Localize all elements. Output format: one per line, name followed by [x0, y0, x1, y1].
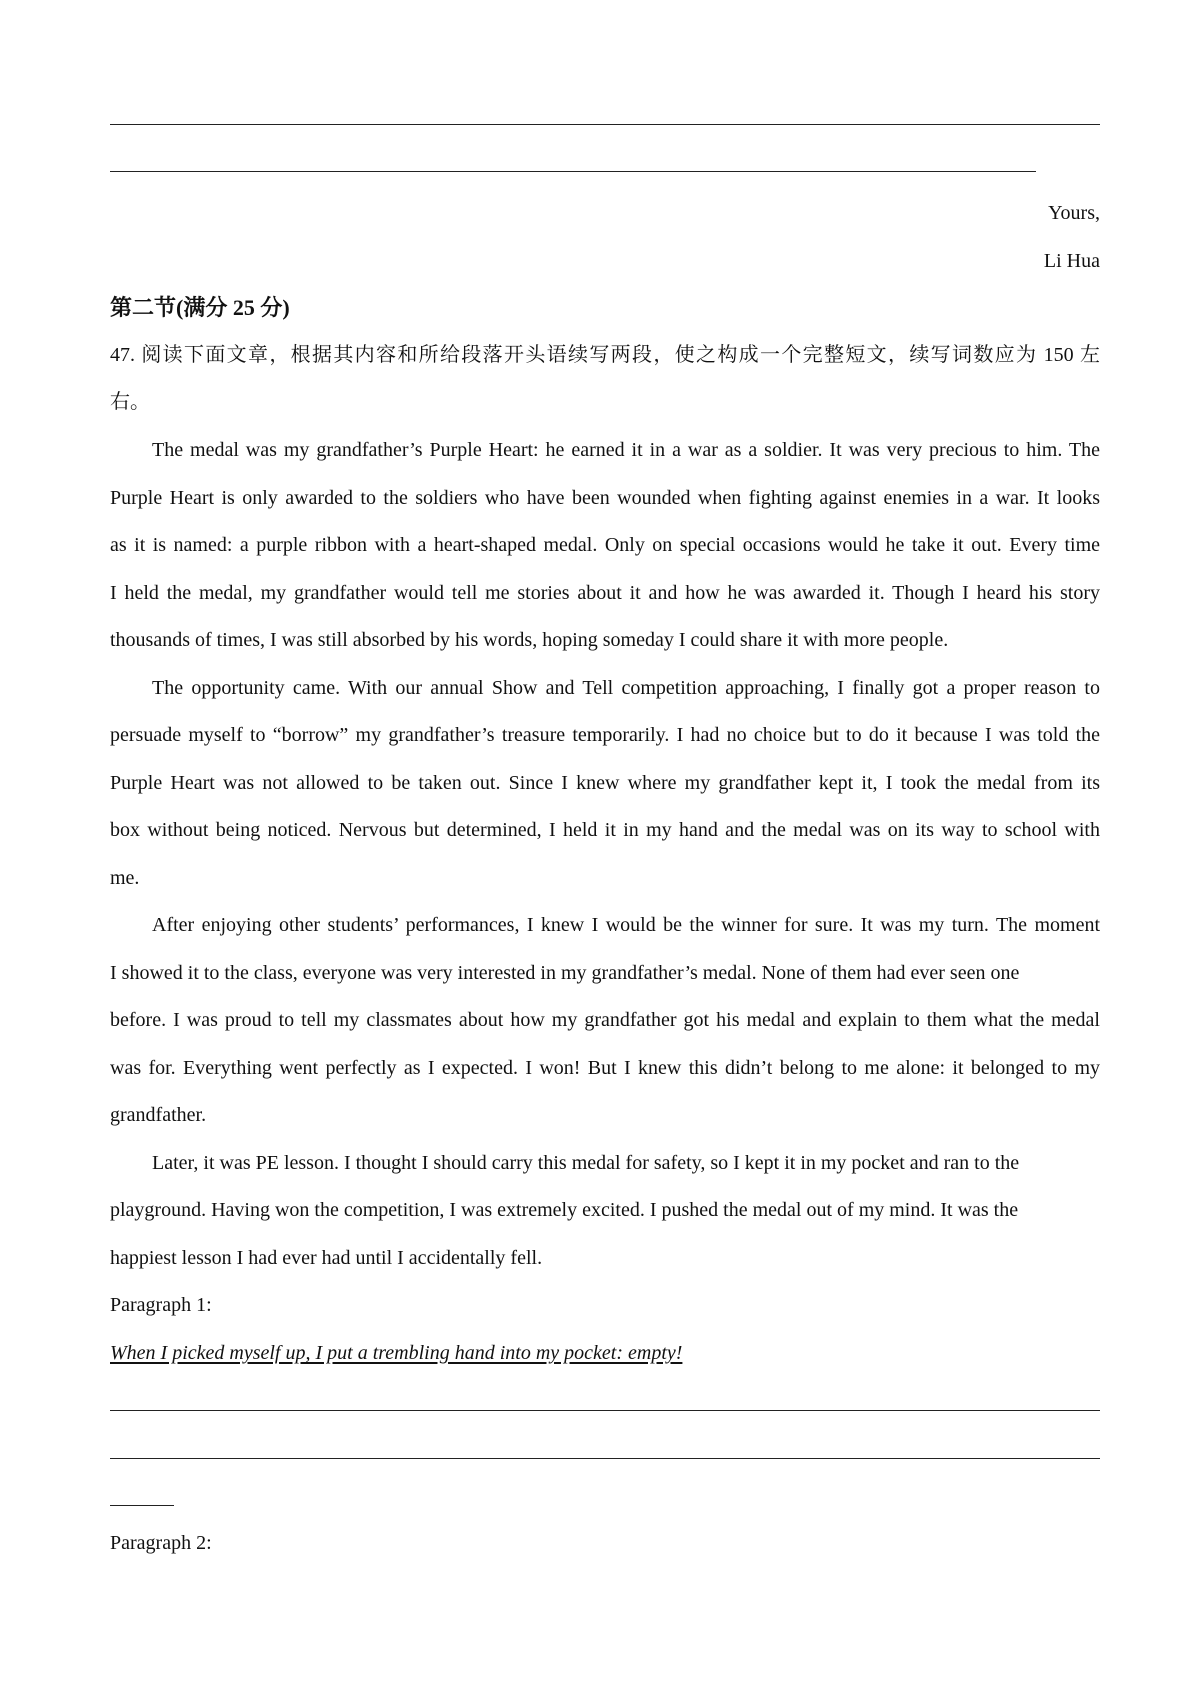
- passage-line: happiest lesson I had ever had until I accidentally fell.: [110, 1247, 543, 1269]
- passage-line: I showed it to the class, everyone was very interested in my grandfather’s medal. None of them had ever seen one: [110, 962, 1020, 984]
- paragraph-2-label: Paragraph 2:: [110, 1532, 212, 1554]
- answer-line[interactable]: [110, 1410, 1100, 1411]
- passage-line: persuade myself to “borrow” my grandfather’s treasure temporarily. I had no choice but to do it because I was told the: [110, 724, 1100, 746]
- paragraph-1-starter: When I picked myself up, I put a trembling hand into my pocket: empty!: [110, 1342, 683, 1364]
- passage-line: I held the medal, my grandfather would tell me stories about it and how he was awarded it. Though I heard his story: [110, 582, 1100, 604]
- answer-line[interactable]: [110, 1505, 174, 1506]
- passage-line: grandfather.: [110, 1104, 207, 1126]
- passage-line: Purple Heart is only awarded to the soldiers who have been wounded when fighting against enemies in a war. It looks: [110, 487, 1100, 509]
- passage-line: box without being noticed. Nervous but determined, I held it in my hand and the medal was on its way to school with: [110, 819, 1100, 841]
- passage-line: before. I was proud to tell my classmates about how my grandfather got his medal and explain to them what the medal: [110, 1009, 1100, 1031]
- passage-line: playground. Having won the competition, I was extremely excited. I pushed the medal out of my mind. It was the: [110, 1199, 1019, 1221]
- question-prompt-line-2: 右。: [110, 391, 150, 413]
- passage-line: After enjoying other students’ performances, I knew I would be the winner for sure. It was my turn. The moment: [152, 914, 1100, 936]
- letter-signature: Li Hua: [1043, 250, 1100, 272]
- answer-line[interactable]: [110, 171, 1036, 172]
- passage-line: Later, it was PE lesson. I thought I should carry this medal for safety, so I kept it in my pocket and ran to the: [152, 1152, 1020, 1174]
- passage-line: Purple Heart was not allowed to be taken out. Since I knew where my grandfather kept it, I took the medal from its: [110, 772, 1100, 794]
- paragraph-1-label: Paragraph 1:: [110, 1294, 212, 1316]
- question-prompt-line-1: 47. 阅读下面文章，根据其内容和所给段落开头语续写两段，使之构成一个完整短文，续写词数应为 150 左: [110, 344, 1100, 366]
- passage-line: me.: [110, 867, 140, 889]
- passage-line: was for. Everything went perfectly as I expected. I won! But I knew this didn’t belong to me alone: it belonged to my: [110, 1057, 1100, 1079]
- passage-line: The medal was my grandfather’s Purple Heart: he earned it in a war as a soldier. It was very precious to him. The: [152, 439, 1100, 461]
- letter-salutation: Yours,: [1048, 202, 1100, 224]
- section-heading: 第二节(满分 25 分): [110, 295, 290, 320]
- passage-line: The opportunity came. With our annual Show and Tell competition approaching, I finally got a proper reason to: [152, 677, 1100, 699]
- answer-line[interactable]: [110, 124, 1100, 125]
- answer-line[interactable]: [110, 1458, 1100, 1459]
- passage-line: as it is named: a purple ribbon with a heart-shaped medal. Only on special occasions would he take it out. Every time: [110, 534, 1100, 556]
- passage-line: thousands of times, I was still absorbed by his words, hoping someday I could share it with more people.: [110, 629, 949, 651]
